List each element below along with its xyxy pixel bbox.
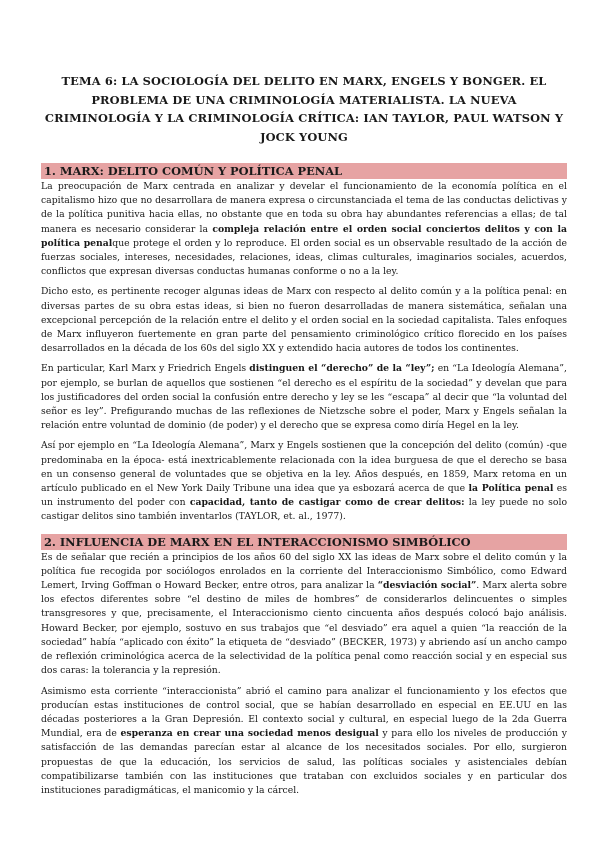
paragraph: Dicho esto, es pertinente recoger algunas ideas de Marx con respecto al delito común y a la política penal: en diversas partes de su obra estas ideas, si bien no fueron desarrolladas de manera sistemática, señalan una excepcional percepción de la relación entre el delito y el orden social en la sociedad capitalista. Tales enfoques de Marx influyeron fuertemente en gran parte del pensamiento criminológico crítico florecido en los países desarrollados en la década de los 60s del siglo XX y extendido hacia autores de todos los continentes. [41,286,567,355]
bold-phrase: esperanza en crear una sociedad menos desigual [120,728,379,740]
bold-phrase: “desviación social” [377,580,477,592]
paragraph: Asimismo esta corriente “interaccionista” abrió el camino para analizar el funcionamiento y los efectos que producían estas instituciones de control social, que se habían desarrollado en especial en EE.UU en las décadas posteriores a la Gran Depresión. El contexto social y cultural, en especial luego de la 2da Guerra Mundial, era de esperanza en crear una sociedad menos desigual y para ello los niveles de producción y satisfacción de las demandas parecían estar al alcance de los necesitados sociales. Por ello, surgieron propuestas de que la educación, los servicios de salud, las políticas sociales y asistenciales debían compatibilizarse también con las instituciones que trataban con excluidos sociales y en particular dos instituciones paradigmáticas, el manicomio y la cárcel. [41,685,567,796]
section-heading-marx: 1. MARX: DELITO COMÚN Y POLÍTICA PENAL [41,163,567,179]
section-heading-interaccionismo: 2. INFLUENCIA DE MARX EN EL INTERACCIONISMO SIMBÓLICO [41,534,567,550]
paragraph: Es de señalar que recién a principios de los años 60 del siglo XX las ideas de Marx sobre el delito común y la política fue recogida por sociólogos enrolados en la corriente del Interaccionismo Simbólico, como Edward Lemert, Irving Goffman o Howard Becker, entre otros, para analizar la “desviación social”. Marx alerta sobre los efectos diferentes sobre “el destino de miles de hombres” de considerarlos delincuentes o simples transgresores y que, precisamente, el Interaccionismo ciento cincuenta años después colocó bajo análisis. Howard Becker, por ejemplo, sostuvo en sus trabajos que “el desviado” era aquel a quien “la reacción de la sociedad” había “aplicado con éxito” la etiqueta de “desviado” (BECKER, 1973) y abriendo así un ancho campo de reflexión criminológica acerca de la selectividad de la política penal como reacción social y en especial sus dos caras: la tolerancia y la represión. [41,551,567,677]
paragraph: La preocupación de Marx centrada en analizar y develar el funcionamiento de la economía política en el capitalismo hizo que no desarrollara de manera expresa o circunstanciada el tema de las conductas delictivas y de la política punitiva hacia ellas, no obstante que en toda su obra hay abundantes referencias a ellas; de tal manera es necesario considerar la compleja relación entre el orden social conciertos delitos y con la política penalque protege el orden y lo reproduce. El orden social es un observable resultado de la acción de fuerzas sociales, intereses, necesidades, relaciones, ideas, climas culturales, imaginarios sociales, acuerdos, conflictos que expresan diversas conductas humanas conforme o no a la ley. [41,181,568,278]
paragraph: Así por ejemplo en “La Ideología Alemana”, Marx y Engels sostienen que la concepción del delito (común) -que predominaba en la época- está inextricablemente relacionada con la idea burguesa de que el derecho se basa en un consenso general de voluntades que se objetiva en la ley. Años después, en 1859, Marx retoma en un artículo publicado en el New York Daily Tribune una idea que ya esbozará acerca de que la Política penal es un instrumento del poder con capacidad, tanto de castigar como de crear delitos: la ley puede no solo castigar delitos sino también inventarlos (TAYLOR, et. al., 1977). [41,440,568,523]
bold-phrase: la Política penal [468,483,554,495]
bold-phrase: capacidad, tanto de castigar como de crear delitos: [189,497,465,509]
bold-phrase: compleja relación entre el orden social conciertos delitos y con la política penal [41,223,568,249]
document-page [41,72,567,804]
bold-phrase: distinguen el “derecho” de la “ley”; [249,363,435,375]
paragraph: En particular, Karl Marx y Friedrich Engels distinguen el “derecho” de la “ley”; en “La Ideología Alemana”, por ejemplo, se burlan de aquellos que sostienen “el derecho es el espíritu de la sociedad” y develan que para los justificadores del orden social la confusión entre derecho y ley se les “escapa” al decir que “la voluntad del señor es ley”. Prefigurando muchas de las reflexiones de Nietzsche sobre el poder, Marx y Engels señalan la relación entre voluntad de dominio (de poder) y el derecho que se expresa como diría Hegel en la ley. [41,363,567,432]
document-title: TEMA 6: LA SOCIOLOGÍA DEL DELITO EN MARX, ENGELS Y BONGER. EL PROBLEMA DE UNA CRIMINOLOGÍA MATERIALISTA. LA NUEVA CRIMINOLOGÍA Y LA CRIMINOLOGÍA CRÍTICA: IAN TAYLOR, PAUL WATSON Y JOCK YOUNG [44,74,564,144]
